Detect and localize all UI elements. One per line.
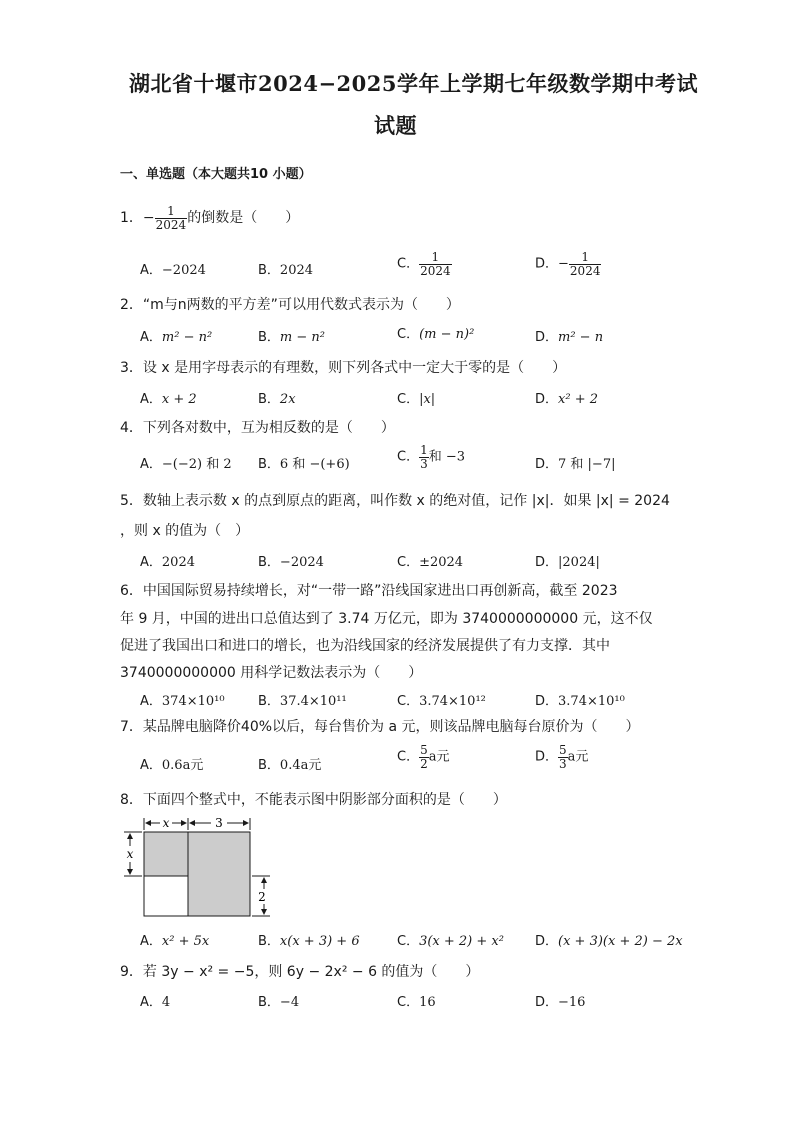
option-d[interactable]: D．x² + 2 xyxy=(535,392,598,407)
question-text: 的倒数是（ ） xyxy=(187,210,300,227)
question-4: 4．下列各对数中，互为相反数的是（ ） xyxy=(120,420,395,436)
label-3: 3 xyxy=(215,816,223,830)
option-b[interactable]: B．m − n² xyxy=(258,330,325,345)
question-3: 3．设 x 是用字母表示的有理数，则下列各式中一定大于零的是（ ） xyxy=(120,360,567,376)
question-6: 6．中国国际贸易持续增长，对“一带一路”沿线国家进出口再创新高，截至 2023 xyxy=(120,583,618,599)
option-c[interactable]: C．(m − n)² xyxy=(397,327,475,342)
question-7: 7．某品牌电脑降价40%以后，每台售价为 a 元，则该品牌电脑每台原价为（ ） xyxy=(120,719,640,735)
option-b[interactable]: B．2024 xyxy=(258,263,314,278)
option-a[interactable]: A．2024 xyxy=(140,555,195,570)
option-c[interactable]: C．±2024 xyxy=(397,555,464,570)
option-d[interactable]: D．m² − n xyxy=(535,330,604,345)
page-title: 湖北省十堰市2024−2025学年上学期七年级数学期中考试 xyxy=(129,71,698,96)
option-b[interactable]: B．6 和 −(+6) xyxy=(258,457,350,472)
option-d[interactable]: D．7 和 |−7| xyxy=(535,457,616,472)
neg-sign: − xyxy=(142,210,155,227)
shaded-square xyxy=(144,832,188,876)
option-b[interactable]: B．−4 xyxy=(258,995,300,1010)
numerator: 1 xyxy=(155,205,188,219)
question-6-line3: 促进了我国出口和进口的增长，也为沿线国家的经济发展提供了有力支撑．其中 xyxy=(120,638,610,654)
option-d[interactable]: D．−16 xyxy=(535,995,586,1010)
option-a[interactable]: A．−(−2) 和 2 xyxy=(140,457,232,472)
question-2: 2．“m与n两数的平方差”可以用代数式表示为（ ） xyxy=(120,297,460,313)
page-title-line2: 试题 xyxy=(374,113,417,138)
label-2: 2 xyxy=(258,890,266,904)
question-number: 1． xyxy=(120,210,143,227)
option-a[interactable]: A．0.6a元 xyxy=(140,758,204,773)
option-b[interactable]: B．2x xyxy=(258,392,296,407)
option-a[interactable]: A．4 xyxy=(140,995,171,1010)
option-d[interactable]: D．|2024| xyxy=(535,555,600,570)
option-d[interactable]: D．3.74×10¹⁰ xyxy=(535,694,625,709)
option-b[interactable]: B．37.4×10¹¹ xyxy=(258,694,347,709)
question-6-line2: 年 9 月，中国的进出口总值达到了 3.74 万亿元，即为 3740000000000 元，这不仅 xyxy=(120,611,653,627)
question-9: 9．若 3y − x² = −5，则 6y − 2x² − 6 的值为（ ） xyxy=(120,964,480,980)
option-a[interactable]: A．x + 2 xyxy=(140,392,197,407)
shaded-top-right xyxy=(188,832,250,876)
question-6-line4: 3740000000000 用科学记数法表示为（ ） xyxy=(120,665,423,681)
question-1 xyxy=(120,205,299,231)
section-header: 一、单选题（本大题共10 小题） xyxy=(120,167,312,182)
option-b[interactable]: B．−2024 xyxy=(258,555,324,570)
shaded-bottom-right xyxy=(188,876,250,916)
option-c[interactable]: C． $\frac{1}{3}$ 和 −3 xyxy=(397,443,466,471)
label-x-top: x xyxy=(162,816,170,830)
option-d[interactable]: D．(x + 3)(x + 2) − 2x xyxy=(535,934,683,949)
option-c[interactable]: C．16 xyxy=(397,995,436,1010)
option-d[interactable]: D． $\frac{5}{3}$ a元 xyxy=(535,743,589,771)
option-c[interactable]: C．3.74×10¹² xyxy=(397,694,486,709)
area-figure xyxy=(118,814,278,924)
option-b[interactable]: B．x(x + 3) + 6 xyxy=(258,934,360,949)
denominator: 2024 xyxy=(155,217,187,232)
fraction xyxy=(155,205,188,231)
option-a[interactable]: A．−2024 xyxy=(140,263,206,278)
option-c[interactable]: C． $\frac{1}{2024}$ xyxy=(397,250,451,278)
option-a[interactable]: A．x² + 5x xyxy=(140,934,210,949)
option-c[interactable]: C．3(x + 2) + x² xyxy=(397,934,504,949)
question-8: 8．下面四个整式中，不能表示图中阴影部分面积的是（ ） xyxy=(120,792,507,808)
option-b[interactable]: B．0.4a元 xyxy=(258,758,322,773)
option-c[interactable]: C．|x| xyxy=(397,392,436,407)
question-5: 5．数轴上表示数 x 的点到原点的距离，叫作数 x 的绝对值，记作 |x|．如果 |x| = 2024 xyxy=(120,493,670,509)
option-c[interactable]: C． $\frac{5}{2}$ a元 xyxy=(397,743,450,771)
option-a[interactable]: A．374×10¹⁰ xyxy=(140,694,225,709)
option-d[interactable]: D．− $\frac{1}{2024}$ xyxy=(535,250,601,278)
label-x-left: x xyxy=(126,847,134,861)
question-5-line2: ，则 x 的值为（ ） xyxy=(120,523,250,539)
option-a[interactable]: A．m² − n² xyxy=(140,330,213,345)
